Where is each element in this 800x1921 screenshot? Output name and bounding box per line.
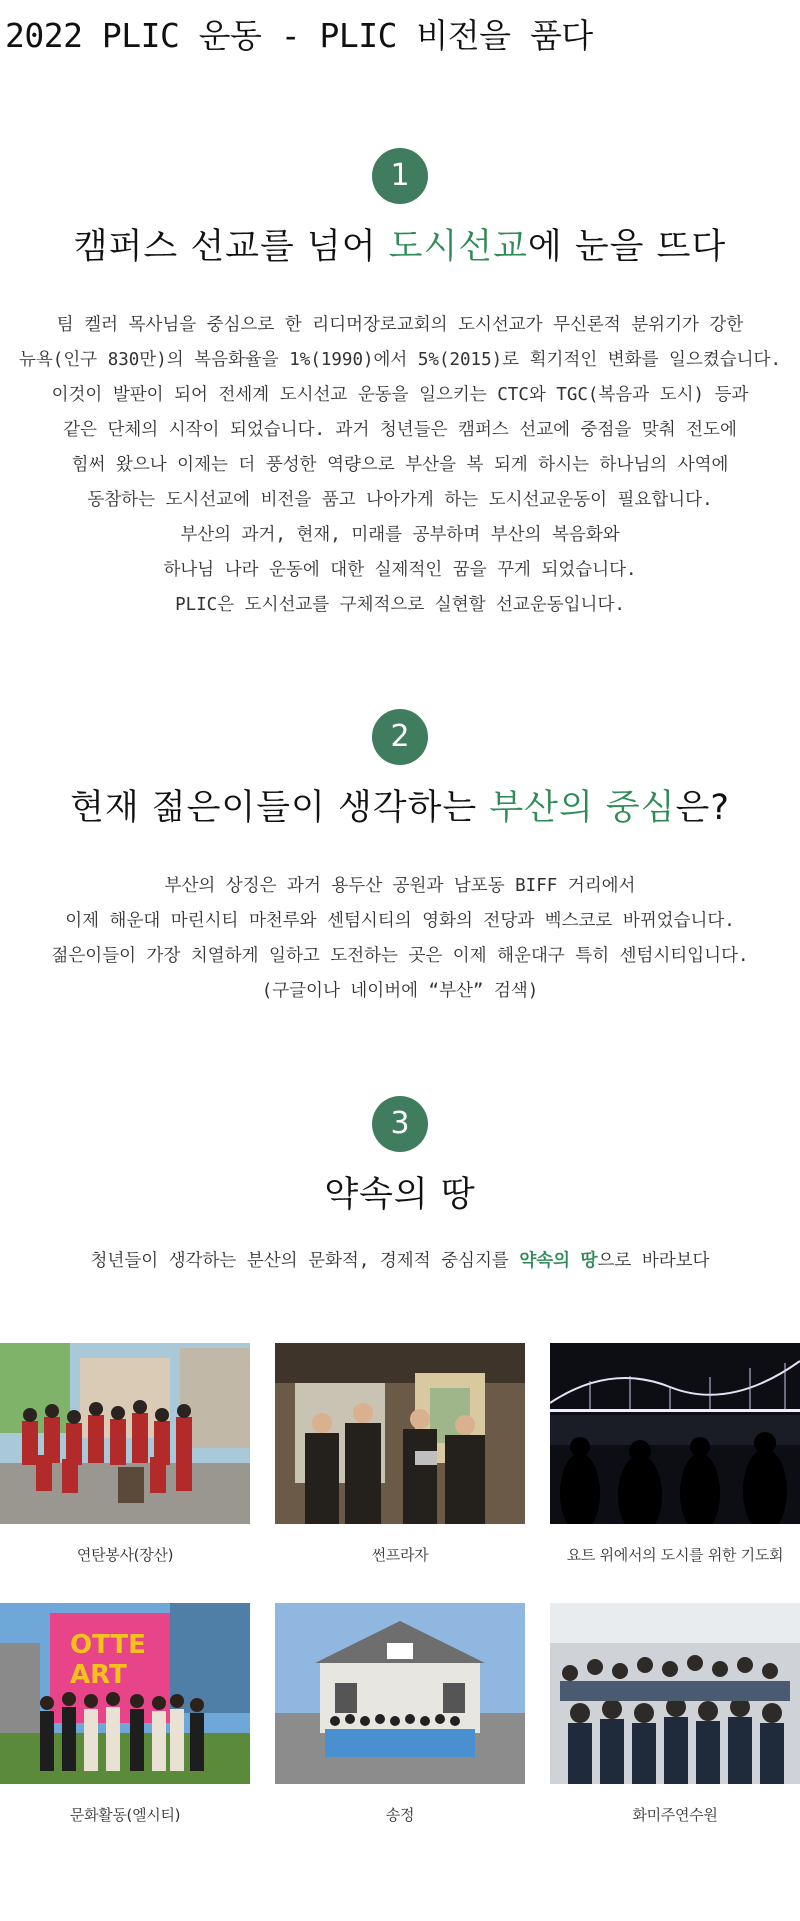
photo-retreat-center [550, 1603, 800, 1784]
photo-caption: 썬프라자 [371, 1546, 429, 1564]
page-title: 2022 PLIC 운동 - PLIC 비전을 품다 [5, 16, 593, 55]
gallery-item [275, 1603, 525, 1825]
section-body [0, 869, 800, 1009]
section-number-badge: 1 [372, 148, 428, 204]
body-line: 젊은이들이 가장 치열하게 일하고 도전하는 곳은 이제 해운대구 특히 센텀시티입니다. [51, 946, 749, 966]
gallery-item [550, 1343, 800, 1565]
body-line: 하나님 나라 운동에 대한 실제적인 꿈을 꾸게 되었습니다. [163, 560, 637, 580]
section-heading [0, 785, 800, 831]
heading-highlight: 도시선교 [388, 227, 528, 267]
tagline-text: 청년들이 생각하는 분산의 문화적, 경제적 중심지를 [90, 1251, 520, 1271]
body-line: 이것이 발판이 되어 전세계 도시선교 운동을 일으키는 CTC와 TGC(복음과 도시) 등과 [51, 385, 749, 405]
section-heading: 약속의 땅 [324, 1175, 476, 1215]
heading-highlight: 부산의 중심 [489, 788, 676, 828]
photo-caption: 송정 [385, 1806, 415, 1824]
heading-text: 에 눈을 뜨다 [527, 227, 727, 267]
section-body [0, 308, 800, 623]
photo-caption: 연탄봉사(장산) [76, 1546, 174, 1564]
photo-yacht-prayer [550, 1343, 800, 1524]
photo-songjeong [275, 1603, 525, 1784]
gallery-item [275, 1343, 525, 1565]
body-line: 부산의 과거, 현재, 미래를 공부하며 부산의 복음화와 [180, 525, 620, 545]
section-2 [0, 709, 800, 1009]
heading-text: 캠퍼스 선교를 넘어 [73, 227, 389, 267]
photo-art-fair [0, 1603, 250, 1784]
photo-caption: 화미주연수원 [632, 1806, 718, 1824]
section-number-badge: 2 [372, 709, 428, 765]
body-line: 뉴욕(인구 830만)의 복음화율을 1%(1990)에서 5%(2015)로 획기적인 변화를 일으켰습니다. [19, 350, 781, 370]
body-line: 힘써 왔으나 이제는 더 풍성한 역량으로 부산을 복 되게 하시는 하나님의 사역에 [71, 455, 729, 475]
section-3 [0, 1096, 800, 1276]
heading-text: 현재 젊은이들이 생각하는 [70, 788, 490, 828]
heading-text: 은? [675, 788, 730, 828]
gallery-item [550, 1603, 800, 1825]
svg-text:OTTE: OTTE [70, 1630, 146, 1660]
section-heading [0, 224, 800, 270]
section-1 [0, 148, 800, 623]
tagline-highlight: 약속의 땅 [519, 1251, 598, 1271]
tagline-text: 으로 바라보다 [597, 1251, 710, 1271]
body-line: 부산의 상징은 과거 용두산 공원과 남포동 BIFF 거리에서 [164, 876, 636, 896]
body-line: (구글이나 네이버에 “부산” 검색) [261, 981, 539, 1001]
photo-caption: 문화활동(엘시티) [69, 1806, 181, 1824]
photo-volunteer-group [0, 1343, 250, 1524]
body-line: 팀 켈러 목사님을 중심으로 한 리디머장로교회의 도시선교가 무신론적 분위기가 강한 [56, 315, 744, 335]
photo-caption: 요트 위에서의 도시를 위한 기도회 [566, 1546, 784, 1564]
body-line: 동참하는 도시선교에 비전을 품고 나아가게 하는 도시선교운동이 필요합니다. [87, 490, 713, 510]
body-line: 이제 해운대 마린시티 마천루와 센텀시티의 영화의 전당과 벡스코로 바뀌었습니다. [65, 911, 735, 931]
section-tagline [0, 1246, 800, 1276]
body-line: 같은 단체의 시작이 되었습니다. 과거 청년들은 캠퍼스 선교에 중점을 맞춰 전도에 [63, 420, 737, 440]
body-line: PLIC은 도시선교를 구체적으로 실현할 선교운동입니다. [175, 595, 625, 615]
svg-text:ART: ART [70, 1660, 127, 1690]
gallery-item [0, 1603, 250, 1825]
gallery-item [0, 1343, 250, 1565]
section-number-badge: 3 [372, 1096, 428, 1152]
photo-sunplaza-event [275, 1343, 525, 1524]
